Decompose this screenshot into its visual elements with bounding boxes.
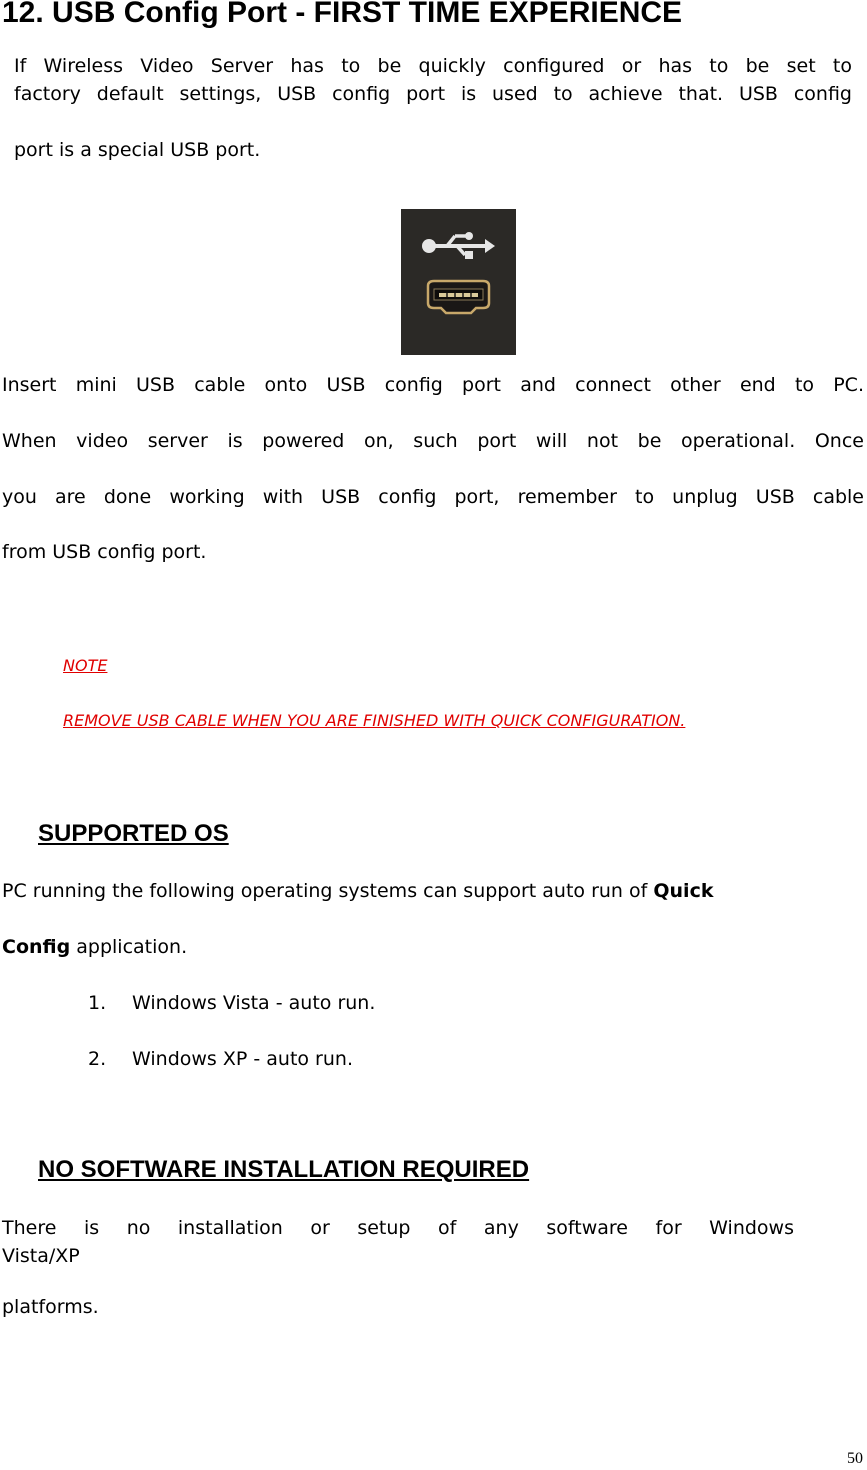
list-number: 1. <box>88 992 107 1014</box>
intro-line-1: If Wireless Video Server has to be quickly configured or has to be set to <box>14 55 852 77</box>
insert-line-2: When video server is powered on, such port will not be operational. Once <box>2 430 864 452</box>
list-text: Windows XP - auto run. <box>132 1048 353 1070</box>
supported-os-line-2 <box>2 936 187 958</box>
intro-line-3: port is a special USB port. <box>14 139 261 161</box>
no-software-line-1: There is no installation or setup of any software for Windows <box>2 1217 794 1239</box>
list-text: Windows Vista - auto run. <box>132 992 376 1014</box>
insert-line-1: Insert mini USB cable onto USB config port and connect other end to PC. <box>2 374 864 396</box>
supported-os-line-1 <box>2 880 713 902</box>
page-title: 12. USB Config Port - FIRST TIME EXPERIENCE <box>2 0 683 29</box>
no-software-heading: NO SOFTWARE INSTALLATION REQUIRED <box>38 1156 530 1183</box>
usb-symbol-icon <box>422 232 495 259</box>
application-text: application. <box>70 936 188 958</box>
list-number: 2. <box>88 1048 107 1070</box>
config-bold-text: Config <box>2 936 71 958</box>
supported-os-heading: SUPPORTED OS <box>38 820 229 847</box>
note-text: REMOVE USB CABLE WHEN YOU ARE FINISHED WITH QUICK CONFIGURATION. <box>63 711 686 730</box>
supported-os-text: PC running the following operating systems can support auto run of <box>2 880 654 902</box>
insert-line-4: from USB config port. <box>2 541 207 563</box>
no-software-line-1b: Vista/XP <box>2 1245 80 1267</box>
no-software-line-2: platforms. <box>2 1296 99 1318</box>
insert-line-3: you are done working with USB config port, remember to unplug USB cable <box>2 486 864 508</box>
usb-config-port-image <box>401 209 516 355</box>
note-label: NOTE <box>63 656 108 675</box>
mini-usb-port-icon <box>428 281 489 313</box>
intro-line-2: factory default settings, USB config port is used to achieve that. USB config <box>14 83 852 105</box>
os-list-item <box>88 992 375 1014</box>
page-number: 50 <box>847 1450 863 1467</box>
os-list-item <box>88 1048 353 1070</box>
quick-bold-text: Quick <box>653 880 714 902</box>
